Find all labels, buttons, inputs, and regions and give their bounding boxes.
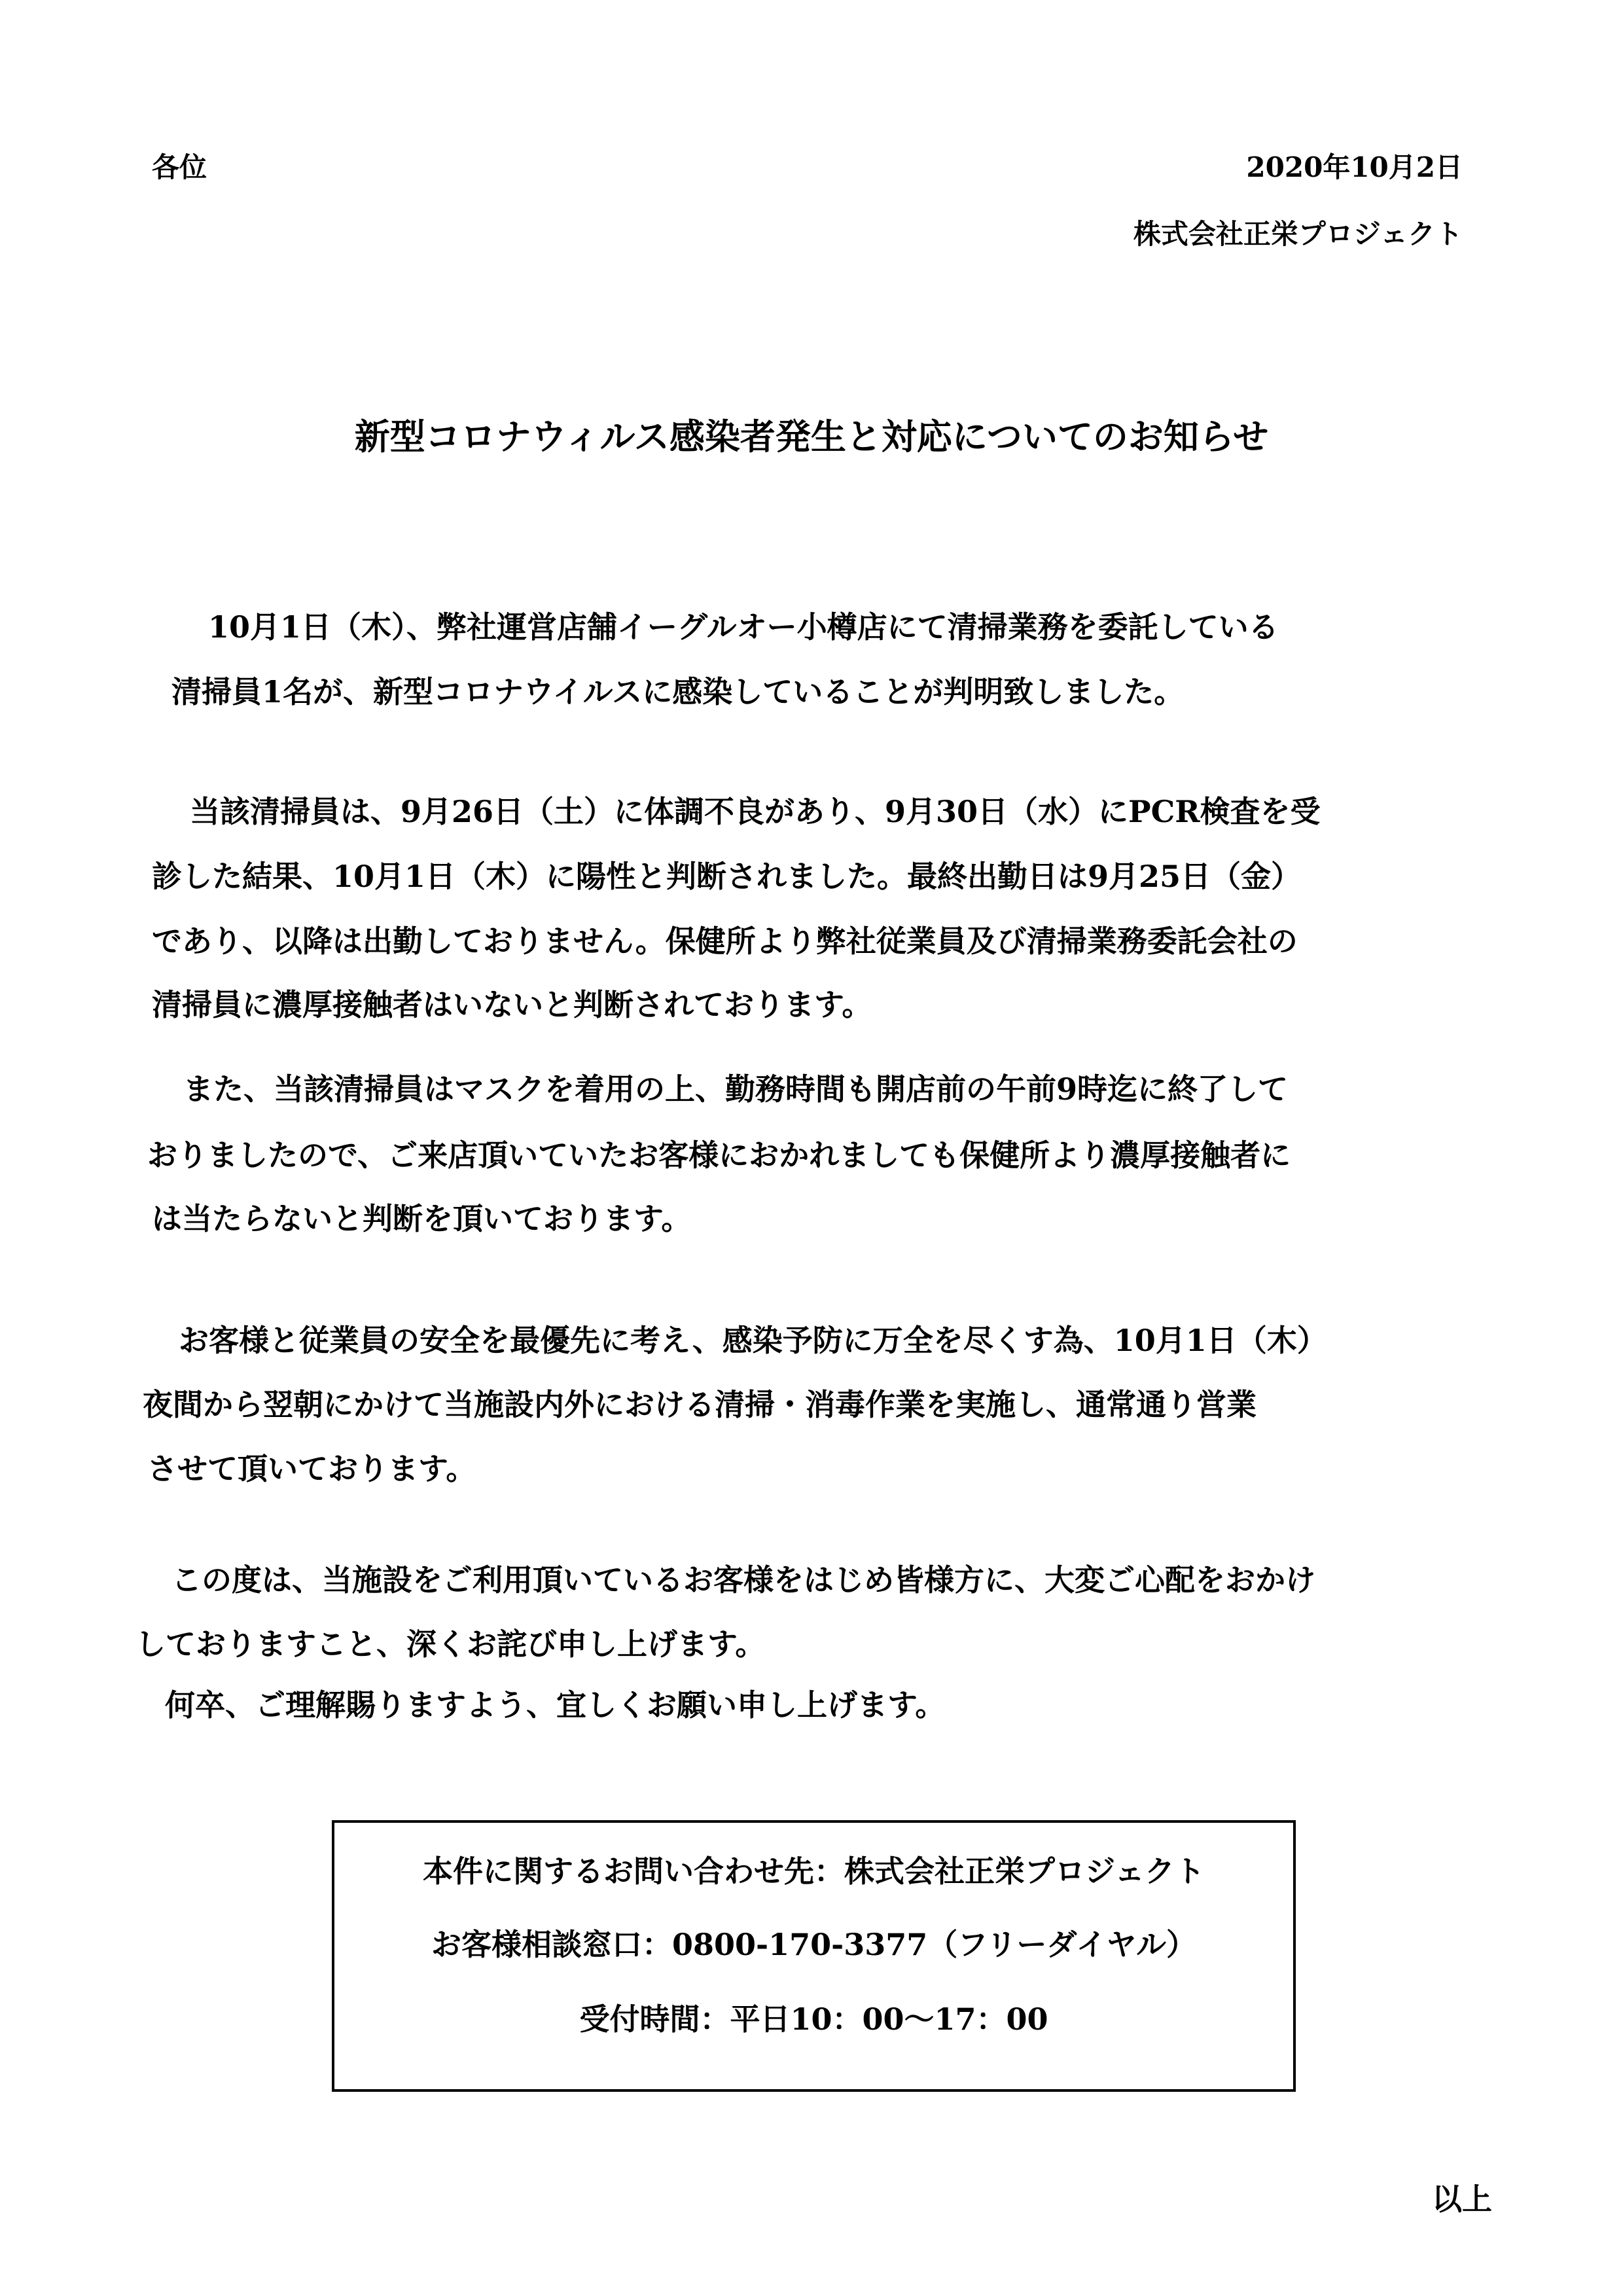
contact-phone: お客様相談窓口：0800-170-3377（フリーダイヤル） — [431, 1927, 1197, 1962]
paragraph-line: お客様と従業員の安全を最優先に考え、感染予防に万全を尽くす為、10月1日（木） — [179, 1323, 1327, 1358]
paragraph-line: であり、以降は出勤しておりません。保健所より弊社従業員及び清掃業務委託会社の — [152, 924, 1298, 959]
contact-box — [332, 1820, 1296, 2092]
paragraph-line: おりましたので、ご来店頂いていたお客様におかれましても保健所より濃厚接触者に — [147, 1138, 1291, 1173]
paragraph-line: 夜間から翌朝にかけて当施設内外における清掃・消毒作業を実施し、通常通り営業 — [143, 1387, 1257, 1422]
addressee: 各位 — [152, 151, 207, 183]
paragraph-line: 当該清掃員は、9月26日（土）に体調不良があり、9月30日（水）にPCR検査を受 — [190, 794, 1321, 829]
closing-mark: 以上 — [1432, 2181, 1492, 2217]
paragraph-line: 清掃員に濃厚接触者はいないと判断されております。 — [152, 987, 872, 1022]
page-title: 新型コロナウィルス感染者発生と対応についてのお知らせ — [354, 416, 1269, 457]
company-name: 株式会社正栄プロジェクト — [1133, 218, 1463, 250]
paragraph-line: させて頂いております。 — [147, 1451, 476, 1486]
paragraph-line: この度は、当施設をご利用頂いているお客様をはじめ皆様方に、大変ご心配をおかけ — [171, 1562, 1315, 1598]
paragraph-line: 10月1日（木）、弊社運営店舗イーグルオー小樽店にて清掃業務を委託している — [208, 609, 1279, 645]
paragraph-line: しておりますこと、深くお詫び申し上げます。 — [135, 1626, 766, 1662]
paragraph-line: 何卒、ご理解賜りますよう、宜しくお願い申し上げます。 — [165, 1687, 946, 1723]
contact-inquiry: 本件に関するお問い合わせ先：株式会社正栄プロジェクト — [422, 1854, 1205, 1889]
contact-hours: 受付時間：平日10：00～17：00 — [579, 2001, 1048, 2037]
paragraph-line: また、当該清掃員はマスクを着用の上、勤務時間も開店前の午前9時迄に終了して — [183, 1071, 1289, 1107]
document-date: 2020年10月2日 — [1246, 151, 1463, 183]
paragraph-line: 診した結果、10月1日（木）に陽性と判断されました。最終出勤日は9月25日（金） — [152, 859, 1302, 894]
paragraph-line: 清掃員1名が、新型コロナウイルスに感染していることが判明致しました。 — [171, 674, 1185, 709]
paragraph-line: は当たらないと判断を頂いております。 — [152, 1201, 692, 1236]
